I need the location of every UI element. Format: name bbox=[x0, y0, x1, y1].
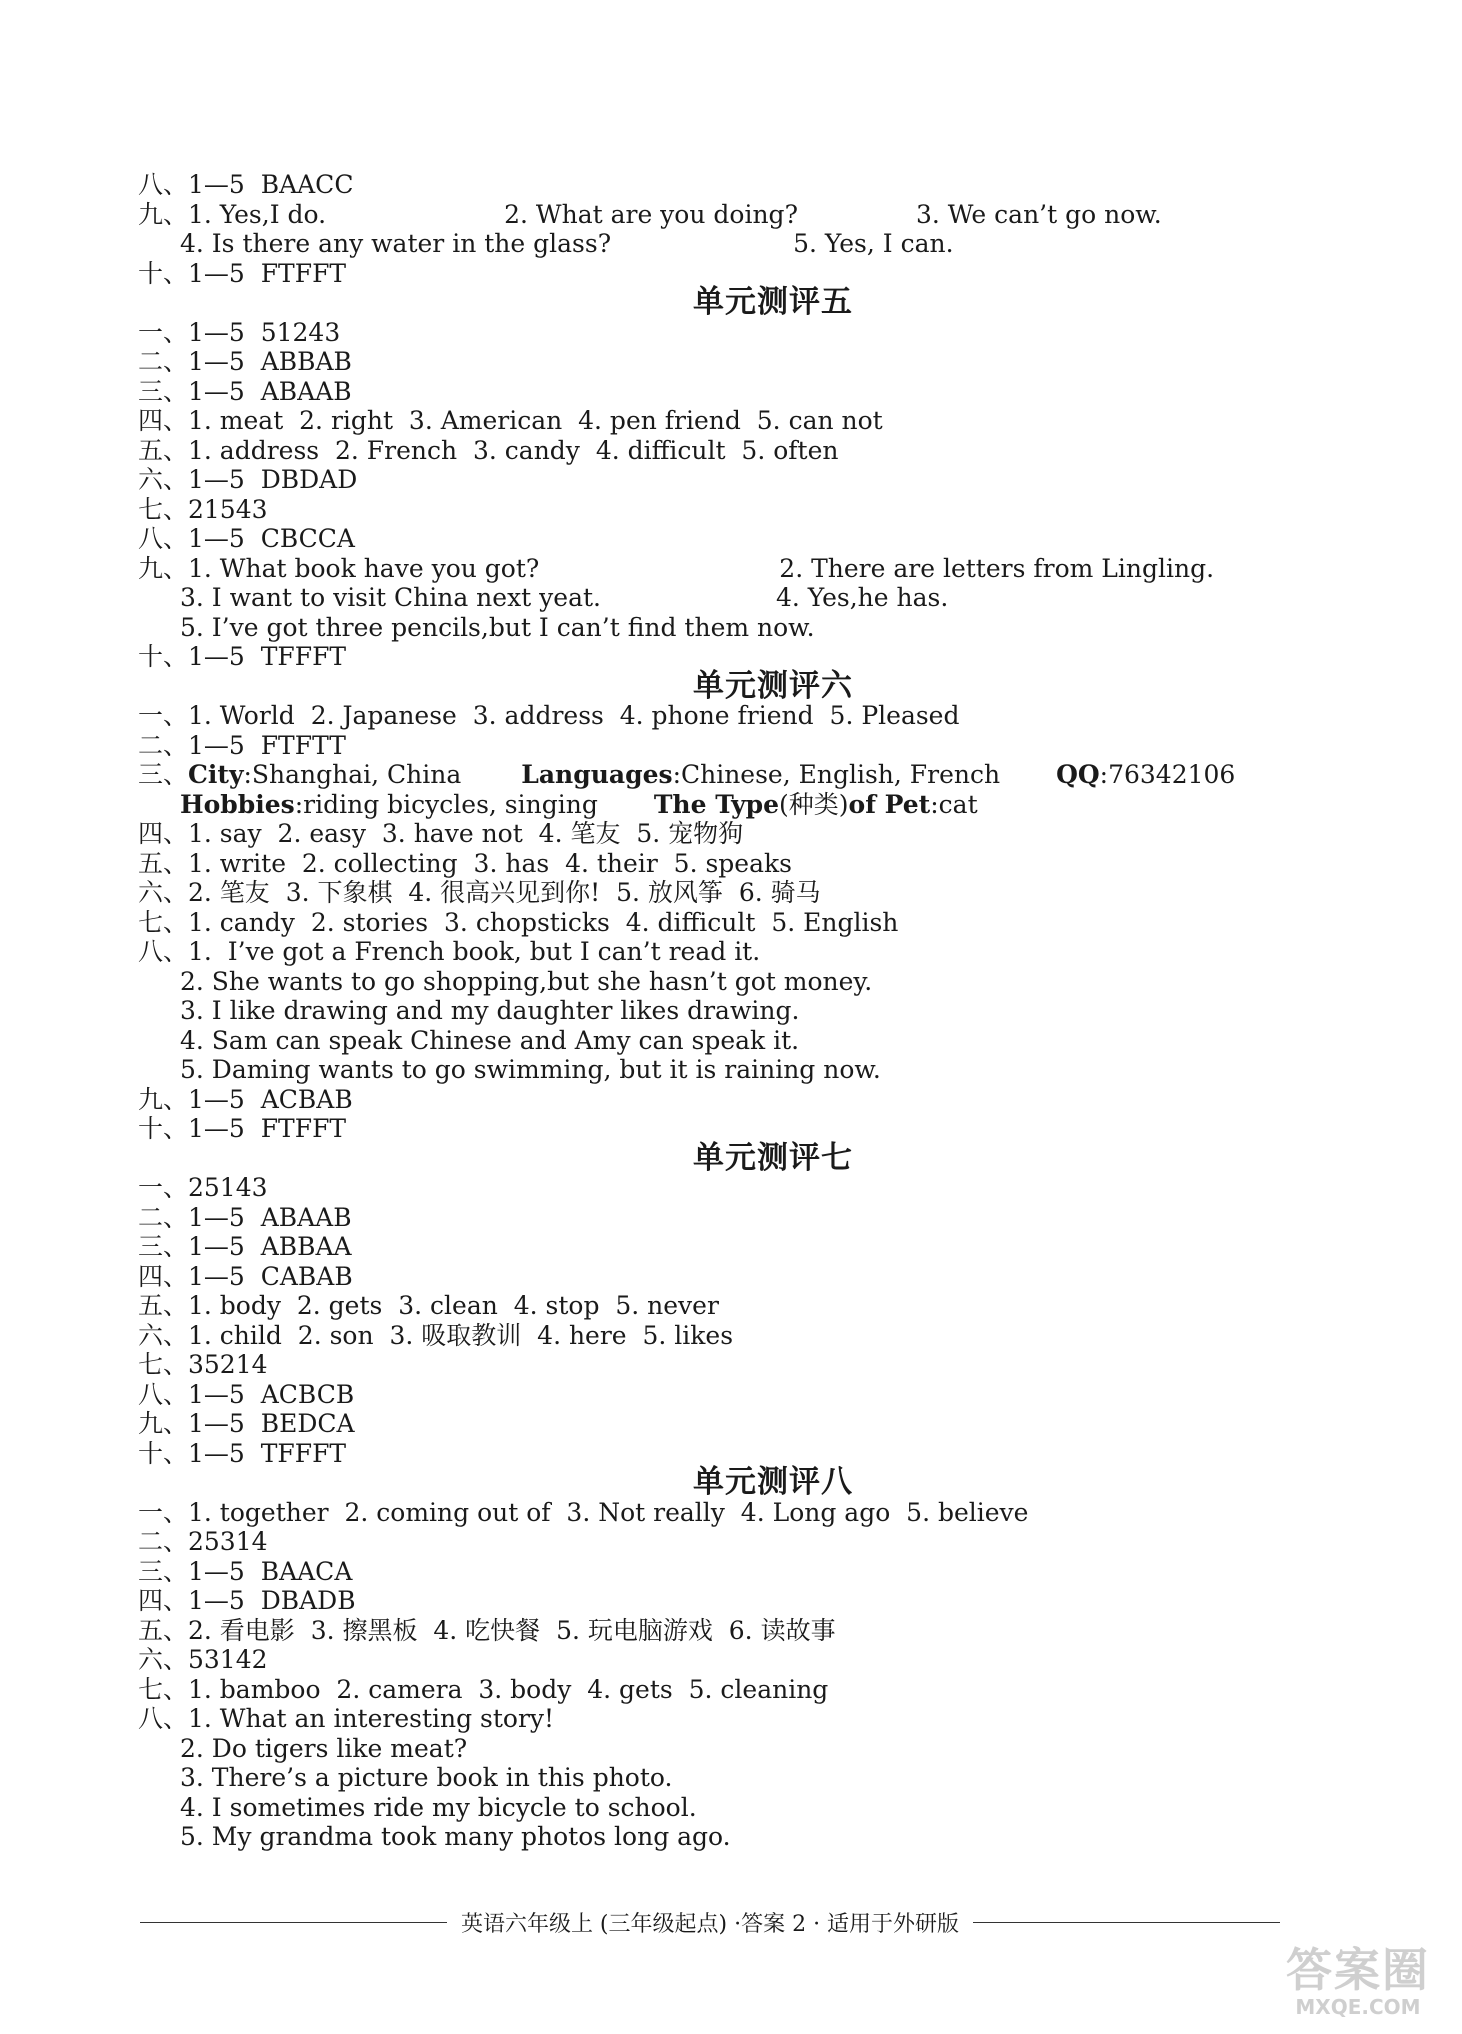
answer-line bbox=[138, 200, 1278, 230]
answer-line: 十、1—5 FTFFT bbox=[138, 1114, 347, 1143]
answer-line: 5. I’ve got three pencils,but I can’t find them now. bbox=[180, 612, 815, 642]
answer-line: 八、1. I’ve got a French book, but I can’t read it. bbox=[138, 937, 761, 966]
answer-line: 三、1—5 ABBAA bbox=[138, 1232, 352, 1261]
answer-text: 5. Yes, I can. bbox=[793, 229, 954, 258]
answer-line: 四、1. say 2. easy 3. have not 4. 笔友 5. 宠物狗 bbox=[138, 819, 744, 848]
answer-line bbox=[138, 583, 1278, 613]
answer-line bbox=[138, 554, 1278, 584]
answer-line: 十、1—5 TFFFT bbox=[138, 642, 347, 671]
answer-line: 2. Do tigers like meat? bbox=[180, 1733, 468, 1763]
answer-line: 四、1. meat 2. right 3. American 4. pen friend 5. can not bbox=[138, 406, 883, 435]
field-label: of Pet bbox=[848, 789, 931, 819]
answer-line: 十、1—5 FTFFT bbox=[138, 258, 347, 288]
answer-line: 八、1—5 CBCCA bbox=[138, 524, 355, 553]
field-value: :Chinese, English, French bbox=[672, 760, 1001, 789]
answer-line: 五、1. write 2. collecting 3. has 4. their 5. speaks bbox=[138, 848, 792, 878]
answer-text: 九、1. Yes,I do. bbox=[138, 199, 327, 229]
answer-line: 五、1. address 2. French 3. candy 4. difficult 5. often bbox=[138, 435, 839, 465]
section-heading: 单元测评七 bbox=[693, 1139, 853, 1176]
answer-text: 3. I want to visit China next yeat. bbox=[180, 583, 601, 612]
answer-line: 5. Daming wants to go swimming, but it is raining now. bbox=[180, 1055, 881, 1084]
answer-line: 二、1—5 ABBAB bbox=[138, 347, 352, 376]
answer-line: 一、1. together 2. coming out of 3. Not really 4. Long ago 5. believe bbox=[138, 1497, 1029, 1527]
answer-line: 七、21543 bbox=[138, 494, 268, 524]
field-label: The Type bbox=[653, 789, 779, 819]
answer-line: 一、1. World 2. Japanese 3. address 4. phone friend 5. Pleased bbox=[138, 701, 960, 730]
page-footer bbox=[140, 1905, 1280, 1939]
answer-line: 七、1. candy 2. stories 3. chopsticks 4. difficult 5. English bbox=[138, 907, 899, 937]
field-label: (种类) bbox=[779, 789, 849, 819]
field-label: Languages bbox=[521, 760, 673, 789]
answer-text: 2. There are letters from Lingling. bbox=[779, 553, 1215, 583]
answer-line: 六、2. 笔友 3. 下象棋 4. 很高兴见到你! 5. 放风筝 6. 骑马 bbox=[138, 878, 821, 907]
answer-line: 一、1—5 51243 bbox=[138, 317, 341, 347]
watermark-url: MXQE.COM bbox=[1295, 1995, 1421, 2019]
answer-line: 六、1—5 DBDAD bbox=[138, 465, 358, 494]
answer-line: 2. She wants to go shopping,but she hasn’t got money. bbox=[180, 966, 873, 996]
field-label: QQ bbox=[1056, 760, 1100, 789]
answer-line bbox=[138, 229, 1278, 259]
field-label: City bbox=[188, 760, 244, 789]
answer-line: 八、1—5 BAACC bbox=[138, 170, 354, 199]
field-value: :cat bbox=[930, 789, 978, 819]
answer-line: 五、1. body 2. gets 3. clean 4. stop 5. never bbox=[138, 1291, 719, 1320]
answer-text: 九、1. What book have you got? bbox=[138, 553, 540, 583]
watermark-title: 答案圈 bbox=[1286, 1943, 1430, 1997]
answer-text: 三、 bbox=[138, 760, 189, 789]
answer-line bbox=[138, 760, 1278, 790]
field-value: :76342106 bbox=[1099, 760, 1236, 789]
answer-line: 七、1. bamboo 2. camera 3. body 4. gets 5. cleaning bbox=[138, 1674, 829, 1704]
answer-line: 4. Sam can speak Chinese and Amy can speak it. bbox=[180, 1025, 800, 1055]
answer-line: 三、1—5 BAACA bbox=[138, 1556, 353, 1586]
answer-line: 九、1—5 ACBAB bbox=[138, 1084, 353, 1114]
answer-line: 七、35214 bbox=[138, 1350, 268, 1379]
answer-line: 一、25143 bbox=[138, 1173, 268, 1202]
answer-line: 二、25314 bbox=[138, 1527, 268, 1556]
answer-line: 六、1. child 2. son 3. 吸取教训 4. here 5. likes bbox=[138, 1320, 734, 1350]
answer-content bbox=[138, 170, 1278, 1852]
answer-line: 四、1—5 CABAB bbox=[138, 1261, 353, 1291]
answer-line: 3. I like drawing and my daughter likes drawing. bbox=[180, 996, 800, 1025]
watermark-logo bbox=[1268, 1944, 1448, 2024]
answer-line: 三、1—5 ABAAB bbox=[138, 376, 352, 406]
answer-line: 二、1—5 ABAAB bbox=[138, 1202, 352, 1232]
answer-line: 八、1—5 ACBCB bbox=[138, 1379, 355, 1409]
answer-text: 2. What are you doing? bbox=[504, 199, 798, 229]
field-label: Hobbies bbox=[180, 789, 295, 819]
section-heading: 单元测评八 bbox=[693, 1464, 853, 1500]
answer-line: 六、53142 bbox=[138, 1645, 268, 1674]
answer-line: 四、1—5 DBADB bbox=[138, 1586, 356, 1615]
answer-line: 九、1—5 BEDCA bbox=[138, 1409, 355, 1438]
section-heading: 单元测评六 bbox=[693, 667, 853, 704]
answer-line: 八、1. What an interesting story! bbox=[138, 1704, 555, 1733]
answer-line: 5. My grandma took many photos long ago. bbox=[180, 1822, 731, 1851]
answer-line: 十、1—5 TFFFT bbox=[138, 1438, 347, 1468]
answer-line: 二、1—5 FTFTT bbox=[138, 730, 346, 760]
answer-line bbox=[138, 790, 1278, 820]
answer-line: 3. There’s a picture book in this photo. bbox=[180, 1763, 673, 1792]
section-heading: 单元测评五 bbox=[693, 284, 853, 320]
footer-rule-right bbox=[973, 1922, 1280, 1923]
footer-text: 英语六年级上 (三年级起点) ·答案 2 · 适用于外研版 bbox=[460, 1911, 960, 1937]
field-value: :riding bicycles, singing bbox=[294, 789, 598, 819]
field-value: :Shanghai, China bbox=[243, 760, 462, 789]
answer-line: 五、2. 看电影 3. 擦黑板 4. 吃快餐 5. 玩电脑游戏 6. 读故事 bbox=[138, 1615, 836, 1645]
answer-text: 3. We can’t go now. bbox=[915, 199, 1162, 229]
answer-text: 4. Yes,he has. bbox=[775, 583, 949, 612]
answer-line: 4. I sometimes ride my bicycle to school. bbox=[180, 1792, 697, 1822]
footer-rule-left bbox=[140, 1922, 447, 1923]
answer-text: 4. Is there any water in the glass? bbox=[180, 229, 612, 258]
